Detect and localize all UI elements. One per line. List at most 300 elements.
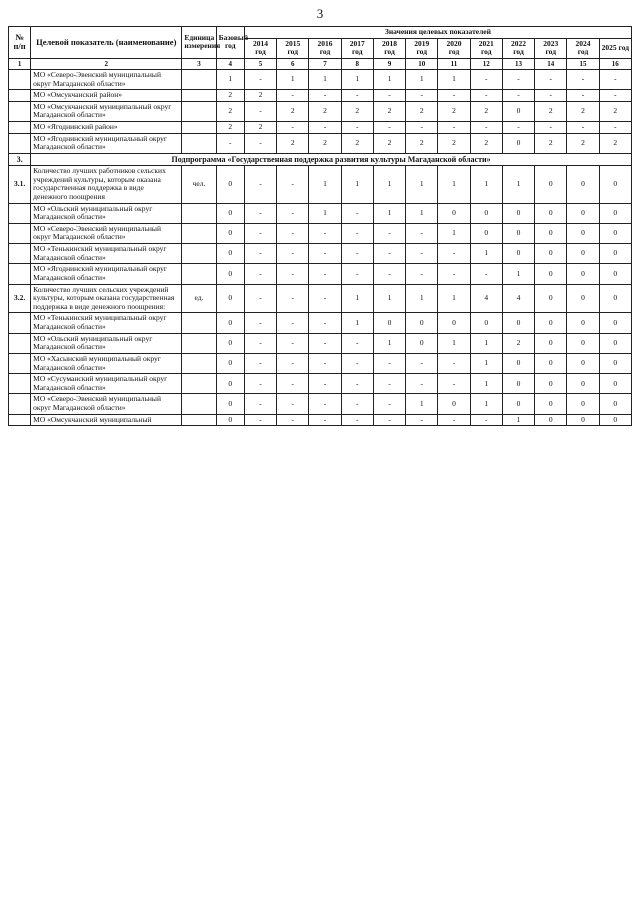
year-value: 2 [438, 133, 470, 153]
year-value: 0 [502, 394, 534, 414]
year-value: 1 [438, 166, 470, 204]
year-value: - [341, 264, 373, 284]
column-number: 7 [309, 58, 341, 69]
year-value: 1 [309, 69, 341, 89]
header-indicator: Целевой показатель (наименование) [31, 27, 182, 59]
year-value: - [373, 353, 405, 373]
year-value: - [244, 394, 276, 414]
unit-cell [182, 374, 216, 394]
year-value: 1 [309, 203, 341, 223]
row-number [9, 122, 31, 134]
year-value: 1 [406, 394, 438, 414]
year-value: 0 [599, 414, 631, 426]
indicator-name: МО «Омсукчанский район» [31, 90, 182, 102]
year-value: 0 [567, 264, 599, 284]
table-row [9, 69, 632, 89]
year-value: - [373, 244, 405, 264]
year-value: - [244, 414, 276, 426]
base-value: 0 [216, 333, 244, 353]
year-value: - [567, 69, 599, 89]
year-value: - [309, 90, 341, 102]
header-unit: Единица измерения [182, 27, 216, 59]
year-value: 2 [599, 101, 631, 121]
indicator-name: МО «Омсукчанский муниципальный [31, 414, 182, 426]
year-value: 0 [502, 223, 534, 243]
year-value: - [406, 90, 438, 102]
year-value: - [502, 69, 534, 89]
year-value: - [535, 122, 567, 134]
year-value: 2 [470, 133, 502, 153]
header-year: 2024 год [567, 38, 599, 58]
year-value: 1 [341, 284, 373, 313]
year-value: 2 [438, 101, 470, 121]
base-value: - [216, 133, 244, 153]
year-value: - [277, 414, 309, 426]
unit-cell [182, 122, 216, 134]
year-value: 1 [502, 264, 534, 284]
unit-cell [182, 223, 216, 243]
year-value: - [244, 203, 276, 223]
row-number: 3.1. [9, 166, 31, 204]
unit-cell [182, 394, 216, 414]
year-value: 2 [406, 101, 438, 121]
year-value: - [470, 264, 502, 284]
year-value: 0 [535, 414, 567, 426]
table-body [9, 69, 632, 425]
header-year: 2017 год [341, 38, 373, 58]
year-value: - [309, 353, 341, 373]
header-values-group: Значения целевых показателей [244, 27, 631, 39]
year-value: - [277, 90, 309, 102]
column-number: 12 [470, 58, 502, 69]
year-value: - [244, 313, 276, 333]
year-value: - [373, 223, 405, 243]
base-value: 0 [216, 284, 244, 313]
year-value: - [438, 374, 470, 394]
year-value: 0 [567, 244, 599, 264]
indicator-name: МО «Ольский муниципальный округ Магаданской области» [31, 203, 182, 223]
row-number [9, 223, 31, 243]
row-number [9, 101, 31, 121]
column-number: 8 [341, 58, 373, 69]
year-value: 1 [438, 333, 470, 353]
column-number: 9 [373, 58, 405, 69]
year-value: - [599, 90, 631, 102]
year-value: 4 [470, 284, 502, 313]
indicators-table [8, 26, 632, 426]
header-year: 2020 год [438, 38, 470, 58]
row-number [9, 69, 31, 89]
year-value: 1 [406, 166, 438, 204]
year-value: 0 [599, 244, 631, 264]
indicator-name: МО «Тенькинский муниципальный округ Магаданской области» [31, 313, 182, 333]
year-value: - [438, 122, 470, 134]
column-number: 10 [406, 58, 438, 69]
table-row [9, 264, 632, 284]
row-number: 3.2. [9, 284, 31, 313]
base-value: 0 [216, 374, 244, 394]
year-value: - [599, 69, 631, 89]
year-value: - [438, 353, 470, 373]
table-row [9, 203, 632, 223]
year-value: 0 [567, 414, 599, 426]
unit-cell [182, 90, 216, 102]
year-value: 1 [277, 69, 309, 89]
year-value: 2 [277, 101, 309, 121]
year-value: 0 [567, 313, 599, 333]
year-value: 2 [244, 90, 276, 102]
row-number [9, 133, 31, 153]
year-value: 2 [567, 133, 599, 153]
year-value: 0 [438, 313, 470, 333]
row-number: 3. [9, 153, 31, 165]
base-value: 0 [216, 313, 244, 333]
page-number: 3 [316, 6, 324, 21]
header-no: № п/п [9, 27, 31, 59]
base-value: 0 [216, 203, 244, 223]
column-number: 13 [502, 58, 534, 69]
year-value: - [309, 333, 341, 353]
column-number: 11 [438, 58, 470, 69]
year-value: - [341, 333, 373, 353]
year-value: - [438, 90, 470, 102]
year-value: 2 [244, 122, 276, 134]
base-value: 0 [216, 223, 244, 243]
header-year: 2016 год [309, 38, 341, 58]
year-value: - [406, 374, 438, 394]
year-value: 0 [535, 166, 567, 204]
unit-cell [182, 333, 216, 353]
header-base-year: Базовый год [216, 27, 244, 59]
unit-cell [182, 244, 216, 264]
year-value: 1 [470, 374, 502, 394]
indicator-name: МО «Северо-Эвенский муниципальный округ Магаданской области» [31, 69, 182, 89]
year-value: 1 [470, 353, 502, 373]
table-row [9, 394, 632, 414]
year-value: - [277, 394, 309, 414]
section-row [9, 284, 632, 313]
indicator-name: МО «Сусуманский муниципальный округ Магаданской области» [31, 374, 182, 394]
year-value: 1 [470, 244, 502, 264]
base-value: 0 [216, 244, 244, 264]
year-value: - [373, 374, 405, 394]
year-value: 0 [599, 313, 631, 333]
year-value: - [470, 414, 502, 426]
section-row [9, 166, 632, 204]
table-row [9, 122, 632, 134]
row-number [9, 264, 31, 284]
row-number [9, 414, 31, 426]
year-value: 0 [438, 394, 470, 414]
year-value: - [244, 244, 276, 264]
column-number-row [9, 58, 632, 69]
base-value: 2 [216, 101, 244, 121]
base-value: 0 [216, 414, 244, 426]
year-value: - [277, 333, 309, 353]
year-value: 0 [567, 166, 599, 204]
year-value: - [406, 223, 438, 243]
year-value: - [309, 244, 341, 264]
year-value: 0 [535, 333, 567, 353]
year-value: - [277, 264, 309, 284]
year-value: 0 [567, 394, 599, 414]
year-value: 1 [470, 394, 502, 414]
year-value: 0 [599, 374, 631, 394]
year-value: 0 [502, 353, 534, 373]
year-value: 2 [341, 101, 373, 121]
table-row [9, 133, 632, 153]
year-value: - [309, 394, 341, 414]
year-value: 0 [535, 223, 567, 243]
indicator-name: МО «Ягоднинский район» [31, 122, 182, 134]
year-value: - [599, 122, 631, 134]
year-value: - [341, 122, 373, 134]
year-value: 1 [502, 166, 534, 204]
year-value: 0 [567, 374, 599, 394]
year-value: 0 [567, 333, 599, 353]
year-value: 1 [502, 414, 534, 426]
year-value: - [341, 353, 373, 373]
row-number [9, 90, 31, 102]
year-value: 1 [373, 69, 405, 89]
row-number [9, 353, 31, 373]
year-value: - [341, 244, 373, 264]
column-number: 5 [244, 58, 276, 69]
year-value: - [277, 313, 309, 333]
year-value: 2 [309, 133, 341, 153]
year-value: - [277, 374, 309, 394]
year-value: 0 [470, 313, 502, 333]
base-value: 2 [216, 90, 244, 102]
row-number [9, 374, 31, 394]
year-value: 2 [373, 101, 405, 121]
year-value: 0 [535, 353, 567, 373]
header-year: 2014 год [244, 38, 276, 58]
indicator-name: Количество лучших сельских учреждений культуры, которым оказана государственная поддержка в виде денежного поощрения: [31, 284, 182, 313]
unit-cell [182, 203, 216, 223]
row-number [9, 333, 31, 353]
year-value: 0 [502, 313, 534, 333]
year-value: 1 [373, 203, 405, 223]
year-value: 0 [406, 313, 438, 333]
year-value: 0 [535, 203, 567, 223]
year-value: 1 [406, 284, 438, 313]
indicator-name: МО «Северо-Эвенский муниципальный округ Магаданской области» [31, 394, 182, 414]
year-value: - [341, 90, 373, 102]
unit-cell [182, 414, 216, 426]
year-value: 1 [438, 69, 470, 89]
year-value: 1 [406, 203, 438, 223]
year-value: - [277, 166, 309, 204]
year-value: - [470, 69, 502, 89]
year-value: 1 [438, 223, 470, 243]
year-value: - [244, 69, 276, 89]
year-value: - [244, 223, 276, 243]
year-value: - [244, 166, 276, 204]
year-value: - [277, 244, 309, 264]
year-value: 0 [567, 223, 599, 243]
year-value: 1 [406, 69, 438, 89]
year-value: 0 [535, 374, 567, 394]
year-value: 0 [438, 203, 470, 223]
year-value: - [309, 414, 341, 426]
year-value: 2 [599, 133, 631, 153]
year-value: - [373, 264, 405, 284]
year-value: 1 [373, 284, 405, 313]
table-row [9, 244, 632, 264]
year-value: - [244, 264, 276, 284]
year-value: 1 [309, 166, 341, 204]
year-value: 1 [470, 166, 502, 204]
year-value: 2 [406, 133, 438, 153]
year-value: 0 [599, 264, 631, 284]
year-value: 0 [567, 353, 599, 373]
year-value: 1 [438, 284, 470, 313]
year-value: - [438, 414, 470, 426]
table-row [9, 333, 632, 353]
year-value: - [373, 414, 405, 426]
base-value: 0 [216, 394, 244, 414]
unit-cell [182, 313, 216, 333]
header-year: 2019 год [406, 38, 438, 58]
year-value: - [373, 394, 405, 414]
year-value: 0 [535, 313, 567, 333]
year-value: 0 [599, 333, 631, 353]
year-value: - [244, 353, 276, 373]
year-value: - [309, 313, 341, 333]
header-year: 2025 год [599, 38, 631, 58]
indicator-name: Количество лучших работников сельских учреждений культуры, которым оказана государственная поддержка в виде денежного поощрения [31, 166, 182, 204]
row-number [9, 244, 31, 264]
year-value: - [470, 90, 502, 102]
header-year: 2021 год [470, 38, 502, 58]
year-value: - [341, 223, 373, 243]
row-number [9, 313, 31, 333]
header-year: 2018 год [373, 38, 405, 58]
column-number: 1 [9, 58, 31, 69]
year-value: - [341, 203, 373, 223]
year-value: 0 [470, 223, 502, 243]
year-value: - [535, 90, 567, 102]
year-value: - [373, 122, 405, 134]
year-value: - [244, 333, 276, 353]
year-value: 0 [599, 203, 631, 223]
year-value: 0 [502, 244, 534, 264]
table-row [9, 313, 632, 333]
year-value: 0 [599, 394, 631, 414]
year-value: 2 [535, 101, 567, 121]
year-value: - [309, 264, 341, 284]
base-value: 2 [216, 122, 244, 134]
year-value: 0 [535, 264, 567, 284]
year-value: 0 [502, 203, 534, 223]
year-value: 0 [535, 244, 567, 264]
year-value: 1 [470, 333, 502, 353]
year-value: - [406, 122, 438, 134]
year-value: 0 [567, 284, 599, 313]
year-value: - [406, 414, 438, 426]
column-number: 15 [567, 58, 599, 69]
year-value: 0 [567, 203, 599, 223]
table-row [9, 414, 632, 426]
year-value: - [309, 223, 341, 243]
year-value: 0 [373, 313, 405, 333]
year-value: - [277, 223, 309, 243]
year-value: - [470, 122, 502, 134]
year-value: 4 [502, 284, 534, 313]
year-value: 2 [277, 133, 309, 153]
year-value: - [244, 101, 276, 121]
column-number: 14 [535, 58, 567, 69]
indicators-table-wrap [8, 26, 632, 426]
unit-cell: ед. [182, 284, 216, 313]
year-value: - [438, 244, 470, 264]
year-value: - [341, 394, 373, 414]
year-value: 1 [341, 313, 373, 333]
indicator-name: МО «Омсукчанский муниципальный округ Магаданской области» [31, 101, 182, 121]
indicator-name: МО «Ягоднинский муниципальный округ Магаданской области» [31, 264, 182, 284]
year-value: - [277, 353, 309, 373]
year-value: 0 [502, 374, 534, 394]
year-value: - [277, 284, 309, 313]
column-number: 16 [599, 58, 631, 69]
year-value: 2 [373, 133, 405, 153]
year-value: - [341, 414, 373, 426]
year-value: - [244, 374, 276, 394]
year-value: 2 [470, 101, 502, 121]
subprogram-title: Подпрограмма «Государственная поддержка развития культуры Магаданской области» [31, 153, 632, 165]
column-number: 2 [31, 58, 182, 69]
year-value: 0 [470, 203, 502, 223]
year-value: - [406, 244, 438, 264]
indicator-name: МО «Ольский муниципальный округ Магаданской области» [31, 333, 182, 353]
subprogram-row [9, 153, 632, 165]
unit-cell [182, 101, 216, 121]
unit-cell [182, 264, 216, 284]
year-value: - [309, 374, 341, 394]
indicator-name: МО «Хасынский муниципальный округ Магаданской области» [31, 353, 182, 373]
unit-cell [182, 353, 216, 373]
row-number [9, 203, 31, 223]
year-value: 2 [502, 333, 534, 353]
year-value: 1 [373, 166, 405, 204]
indicator-name: МО «Северо-Эвенский муниципальный округ Магаданской области» [31, 223, 182, 243]
year-value: - [277, 122, 309, 134]
row-number [9, 394, 31, 414]
column-number: 6 [277, 58, 309, 69]
year-value: - [567, 122, 599, 134]
year-value: 2 [567, 101, 599, 121]
table-row [9, 374, 632, 394]
year-value: - [309, 122, 341, 134]
indicator-name: МО «Ягоднинский муниципальный округ Магаданской области» [31, 133, 182, 153]
year-value: - [438, 264, 470, 284]
unit-cell: чел. [182, 166, 216, 204]
header-year: 2022 год [502, 38, 534, 58]
year-value: 0 [535, 284, 567, 313]
year-value: - [535, 69, 567, 89]
year-value: 1 [341, 166, 373, 204]
year-value: 0 [599, 353, 631, 373]
year-value: - [567, 90, 599, 102]
table-row [9, 101, 632, 121]
table-row [9, 90, 632, 102]
base-value: 1 [216, 69, 244, 89]
year-value: - [502, 90, 534, 102]
base-value: 0 [216, 166, 244, 204]
column-number: 4 [216, 58, 244, 69]
unit-cell [182, 69, 216, 89]
